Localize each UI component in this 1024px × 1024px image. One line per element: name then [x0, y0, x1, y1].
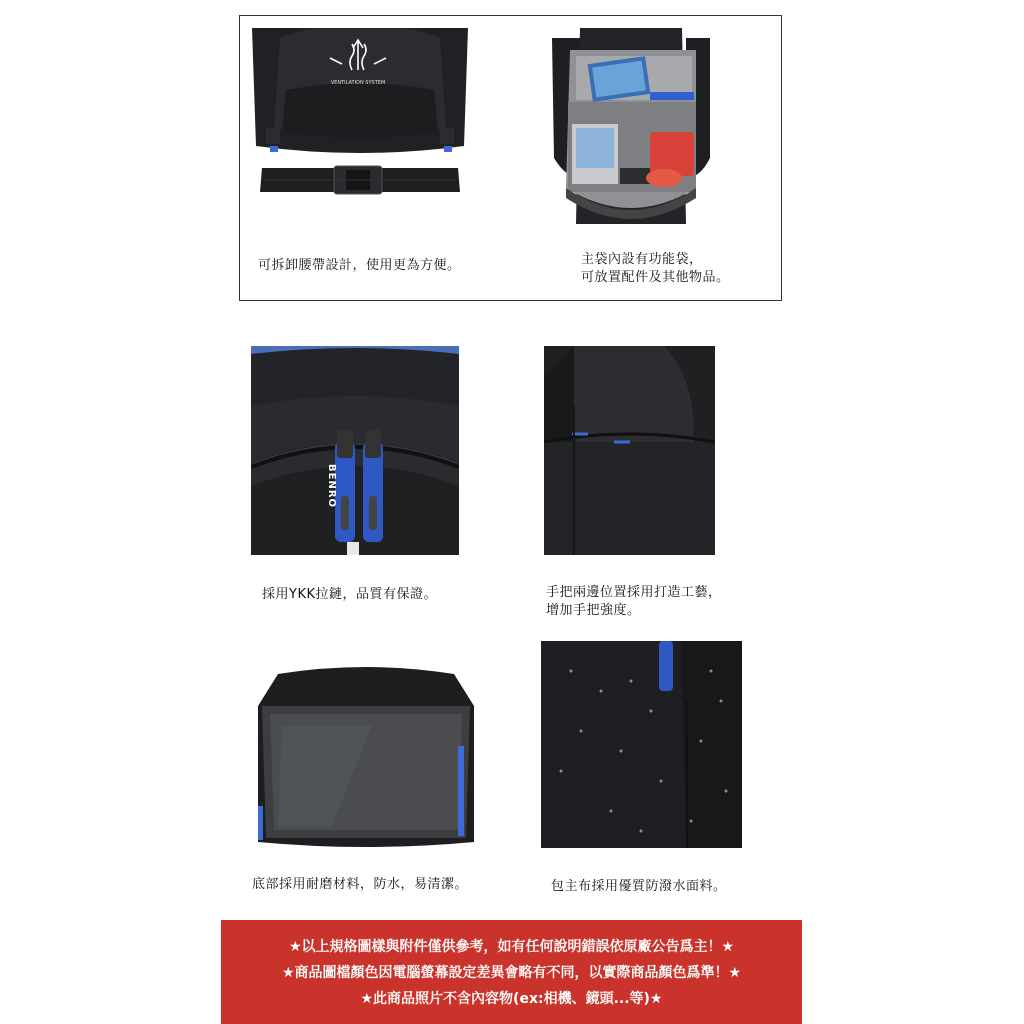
notice-banner: [221, 920, 802, 1024]
handle-caption-line-1: 手把兩邊位置採用打造工藝，: [546, 585, 722, 600]
handle-photo: [544, 346, 715, 555]
notice-line-2: ★商品圖檔顏色因電腦螢幕設定差異會略有不同，以實際商品顏色爲準！★: [281, 965, 742, 981]
waist-belt-caption: 可拆卸腰帶設計，使用更為方便。: [258, 258, 461, 273]
inner-pockets-caption-line-2: 可放置配件及其他物品。: [581, 270, 730, 285]
svg-text:VENTILATION SYSTEM: VENTILATION SYSTEM: [330, 80, 386, 86]
ykk-zipper-photo: [251, 346, 459, 555]
fabric-caption: 包主布採用優質防潑水面料。: [551, 879, 727, 894]
notice-line-1: ★以上規格圖樣與附件僅供參考，如有任何說明錯誤依原廠公告爲主！★: [288, 939, 735, 955]
notice-line-3: ★此商品照片不含內容物(ex:相機、鏡頭...等)★: [360, 991, 663, 1007]
fabric-photo: [541, 641, 742, 848]
bottom-caption: 底部採用耐磨材料，防水，易清潔。: [252, 877, 469, 892]
waist-belt-photo: [250, 28, 470, 200]
handle-caption-line-2: 增加手把強度。: [546, 603, 641, 618]
benro-logo-text: BENRO: [326, 464, 337, 509]
inner-pockets-caption-line-1: 主袋內設有功能袋，: [581, 252, 703, 267]
bottom-material-photo: [252, 666, 480, 850]
ykk-zipper-caption: 採用YKK拉鏈，品質有保證。: [262, 587, 437, 602]
inner-pockets-photo: [546, 28, 716, 224]
